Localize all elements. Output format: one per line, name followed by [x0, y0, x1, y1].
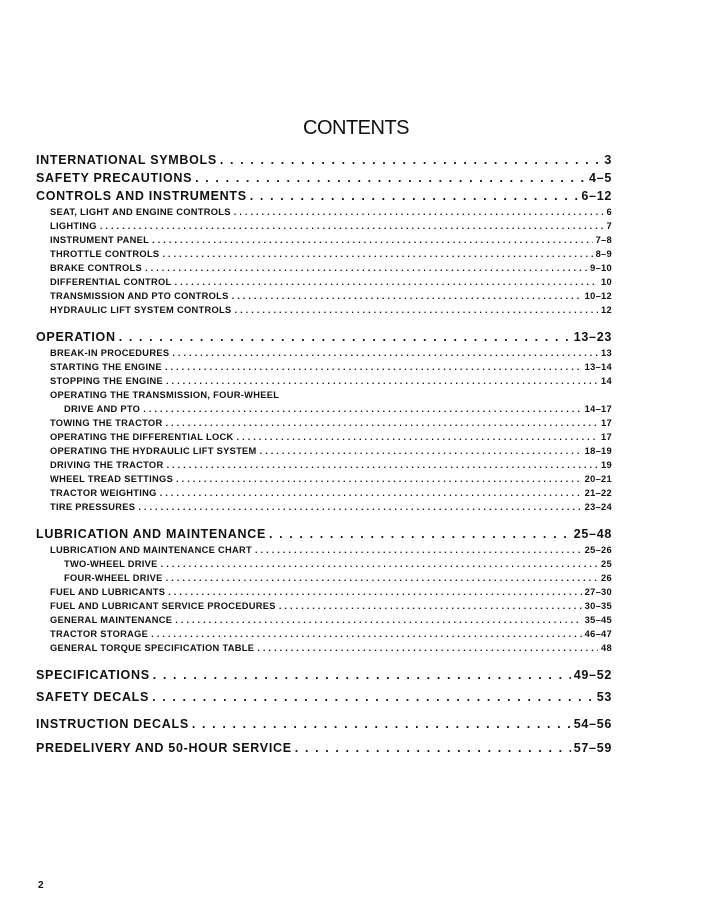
toc-page: 3 — [604, 153, 612, 167]
toc-page: 7–8 — [595, 235, 612, 245]
toc-label: OPERATING THE HYDRAULIC LIFT SYSTEM — [50, 446, 257, 456]
toc-entry-international-symbols — [36, 151, 612, 169]
toc-page: 8–9 — [595, 249, 612, 259]
toc-page: 14 — [601, 376, 612, 386]
page-title: CONTENTS — [303, 117, 409, 139]
toc-page: 10–12 — [584, 291, 612, 301]
toc-subentry — [36, 571, 612, 585]
toc-label: TRANSMISSION AND PTO CONTROLS — [50, 291, 229, 301]
toc-subentry — [36, 233, 612, 247]
toc-page: 10 — [601, 277, 612, 287]
toc-label: TIRE PRESSURES — [50, 502, 136, 512]
toc-page: 30–35 — [584, 601, 612, 611]
toc-entry-safety-precautions — [36, 169, 612, 187]
toc-label: CONTROLS AND INSTRUMENTS — [36, 189, 247, 203]
toc-page: 14–17 — [584, 404, 612, 414]
toc-label: INSTRUMENT PANEL — [50, 235, 150, 245]
toc-subentry — [36, 275, 612, 289]
toc-subentry — [36, 613, 612, 627]
toc-page: 6 — [606, 207, 612, 217]
toc-label: LIGHTING — [50, 221, 97, 231]
toc-entry-lubrication-and-maintenance — [36, 525, 612, 543]
toc-label: GENERAL TORQUE SPECIFICATION TABLE — [50, 643, 255, 653]
toc-subentry — [36, 219, 612, 233]
toc-subentry — [36, 346, 612, 360]
toc-subentry — [36, 585, 612, 599]
toc-label: DIFFERENTIAL CONTROL — [50, 277, 172, 287]
toc-page: 25–26 — [584, 545, 612, 555]
toc-entry-controls-and-instruments — [36, 187, 612, 205]
toc-subentry — [36, 472, 612, 486]
toc-label: FUEL AND LUBRICANT SERVICE PROCEDURES — [50, 601, 276, 611]
toc-subentry — [36, 458, 612, 472]
toc-label: LUBRICATION AND MAINTENANCE CHART — [50, 545, 253, 555]
toc-subentry — [36, 360, 612, 374]
toc-subentry — [36, 289, 612, 303]
toc-label: SAFETY DECALS — [36, 690, 150, 704]
toc-page: 21–22 — [584, 488, 612, 498]
toc-entry-instruction-decals — [36, 715, 612, 733]
toc-label: LUBRICATION AND MAINTENANCE — [36, 527, 266, 541]
toc-label: OPERATION — [36, 330, 116, 344]
toc-page: 48 — [601, 643, 612, 653]
toc-entry-safety-decals — [36, 688, 612, 706]
toc-page: 25–48 — [573, 527, 612, 541]
toc-label: BREAK-IN PROCEDURES — [50, 348, 170, 358]
toc-label: TRACTOR STORAGE — [50, 629, 149, 639]
toc-label: STARTING THE ENGINE — [50, 362, 162, 372]
toc-label: SPECIFICATIONS — [36, 668, 150, 682]
toc-label: BRAKE CONTROLS — [50, 263, 143, 273]
toc-subentry — [36, 557, 612, 571]
toc-page: 6–12 — [581, 189, 612, 203]
toc-label: SAFETY PRECAUTIONS — [36, 171, 193, 185]
toc-label: DRIVING THE TRACTOR — [50, 460, 164, 470]
toc-page: 4–5 — [589, 171, 612, 185]
toc-label: GENERAL MAINTENANCE — [50, 615, 173, 625]
toc-page: 25 — [601, 559, 612, 569]
toc-page: 13–23 — [573, 330, 612, 344]
toc-page: 57–59 — [573, 741, 612, 755]
toc-subentry — [36, 388, 612, 402]
toc-subentry — [36, 486, 612, 500]
toc-subentry — [36, 627, 612, 641]
toc-subentry — [36, 641, 612, 655]
toc-label: TRACTOR WEIGHTING — [50, 488, 157, 498]
toc-label: SEAT, LIGHT AND ENGINE CONTROLS — [50, 207, 231, 217]
toc-subentry — [36, 430, 612, 444]
toc-page: 35–45 — [584, 615, 612, 625]
toc-subentry — [36, 500, 612, 514]
toc-label: OPERATING THE TRANSMISSION, FOUR-WHEEL — [50, 390, 280, 400]
toc-label: FOUR-WHEEL DRIVE — [64, 573, 163, 583]
toc-page: 17 — [601, 418, 612, 428]
toc-page: 20–21 — [584, 474, 612, 484]
toc-page: 27–30 — [584, 587, 612, 597]
toc-label: HYDRAULIC LIFT SYSTEM CONTROLS — [50, 305, 232, 315]
toc-subentry — [36, 261, 612, 275]
toc-page: 9–10 — [590, 263, 612, 273]
toc-subentry — [36, 374, 612, 388]
toc-subentry — [36, 543, 612, 557]
toc-label: STOPPING THE ENGINE — [50, 376, 163, 386]
toc-page: 49–52 — [573, 668, 612, 682]
toc-label: TOWING THE TRACTOR — [50, 418, 163, 428]
toc-page: 17 — [601, 432, 612, 442]
toc-page: 13 — [601, 348, 612, 358]
toc-label: OPERATING THE DIFFERENTIAL LOCK — [50, 432, 234, 442]
toc-page: 7 — [606, 221, 612, 231]
toc-label: PREDELIVERY AND 50-HOUR SERVICE — [36, 741, 292, 755]
toc-label: INSTRUCTION DECALS — [36, 717, 189, 731]
toc-subentry — [36, 247, 612, 261]
toc-page: 53 — [596, 690, 612, 704]
toc-page: 18–19 — [584, 446, 612, 456]
toc-subentry — [36, 444, 612, 458]
toc-page: 26 — [601, 573, 612, 583]
toc-subentry — [36, 205, 612, 219]
toc-subentry — [36, 303, 612, 317]
toc-label: DRIVE AND PTO — [64, 404, 141, 414]
toc-page: 46–47 — [584, 629, 612, 639]
toc-entry-predelivery-service — [36, 739, 612, 757]
toc-label: FUEL AND LUBRICANTS — [50, 587, 166, 597]
toc-subentry — [36, 402, 612, 416]
toc-subentry — [36, 416, 612, 430]
toc-label: WHEEL TREAD SETTINGS — [50, 474, 174, 484]
toc-page: 54–56 — [573, 717, 612, 731]
page-number: 2 — [38, 880, 44, 891]
toc-entry-specifications — [36, 666, 612, 684]
toc-page: 12 — [601, 305, 612, 315]
toc-entry-operation — [36, 328, 612, 346]
toc-label: TWO-WHEEL DRIVE — [64, 559, 158, 569]
toc-subentry — [36, 599, 612, 613]
table-of-contents — [36, 151, 612, 757]
toc-label: THROTTLE CONTROLS — [50, 249, 160, 259]
toc-page: 13–14 — [584, 362, 612, 372]
toc-page: 19 — [601, 460, 612, 470]
toc-page: 23–24 — [584, 502, 612, 512]
toc-label: INTERNATIONAL SYMBOLS — [36, 153, 217, 167]
